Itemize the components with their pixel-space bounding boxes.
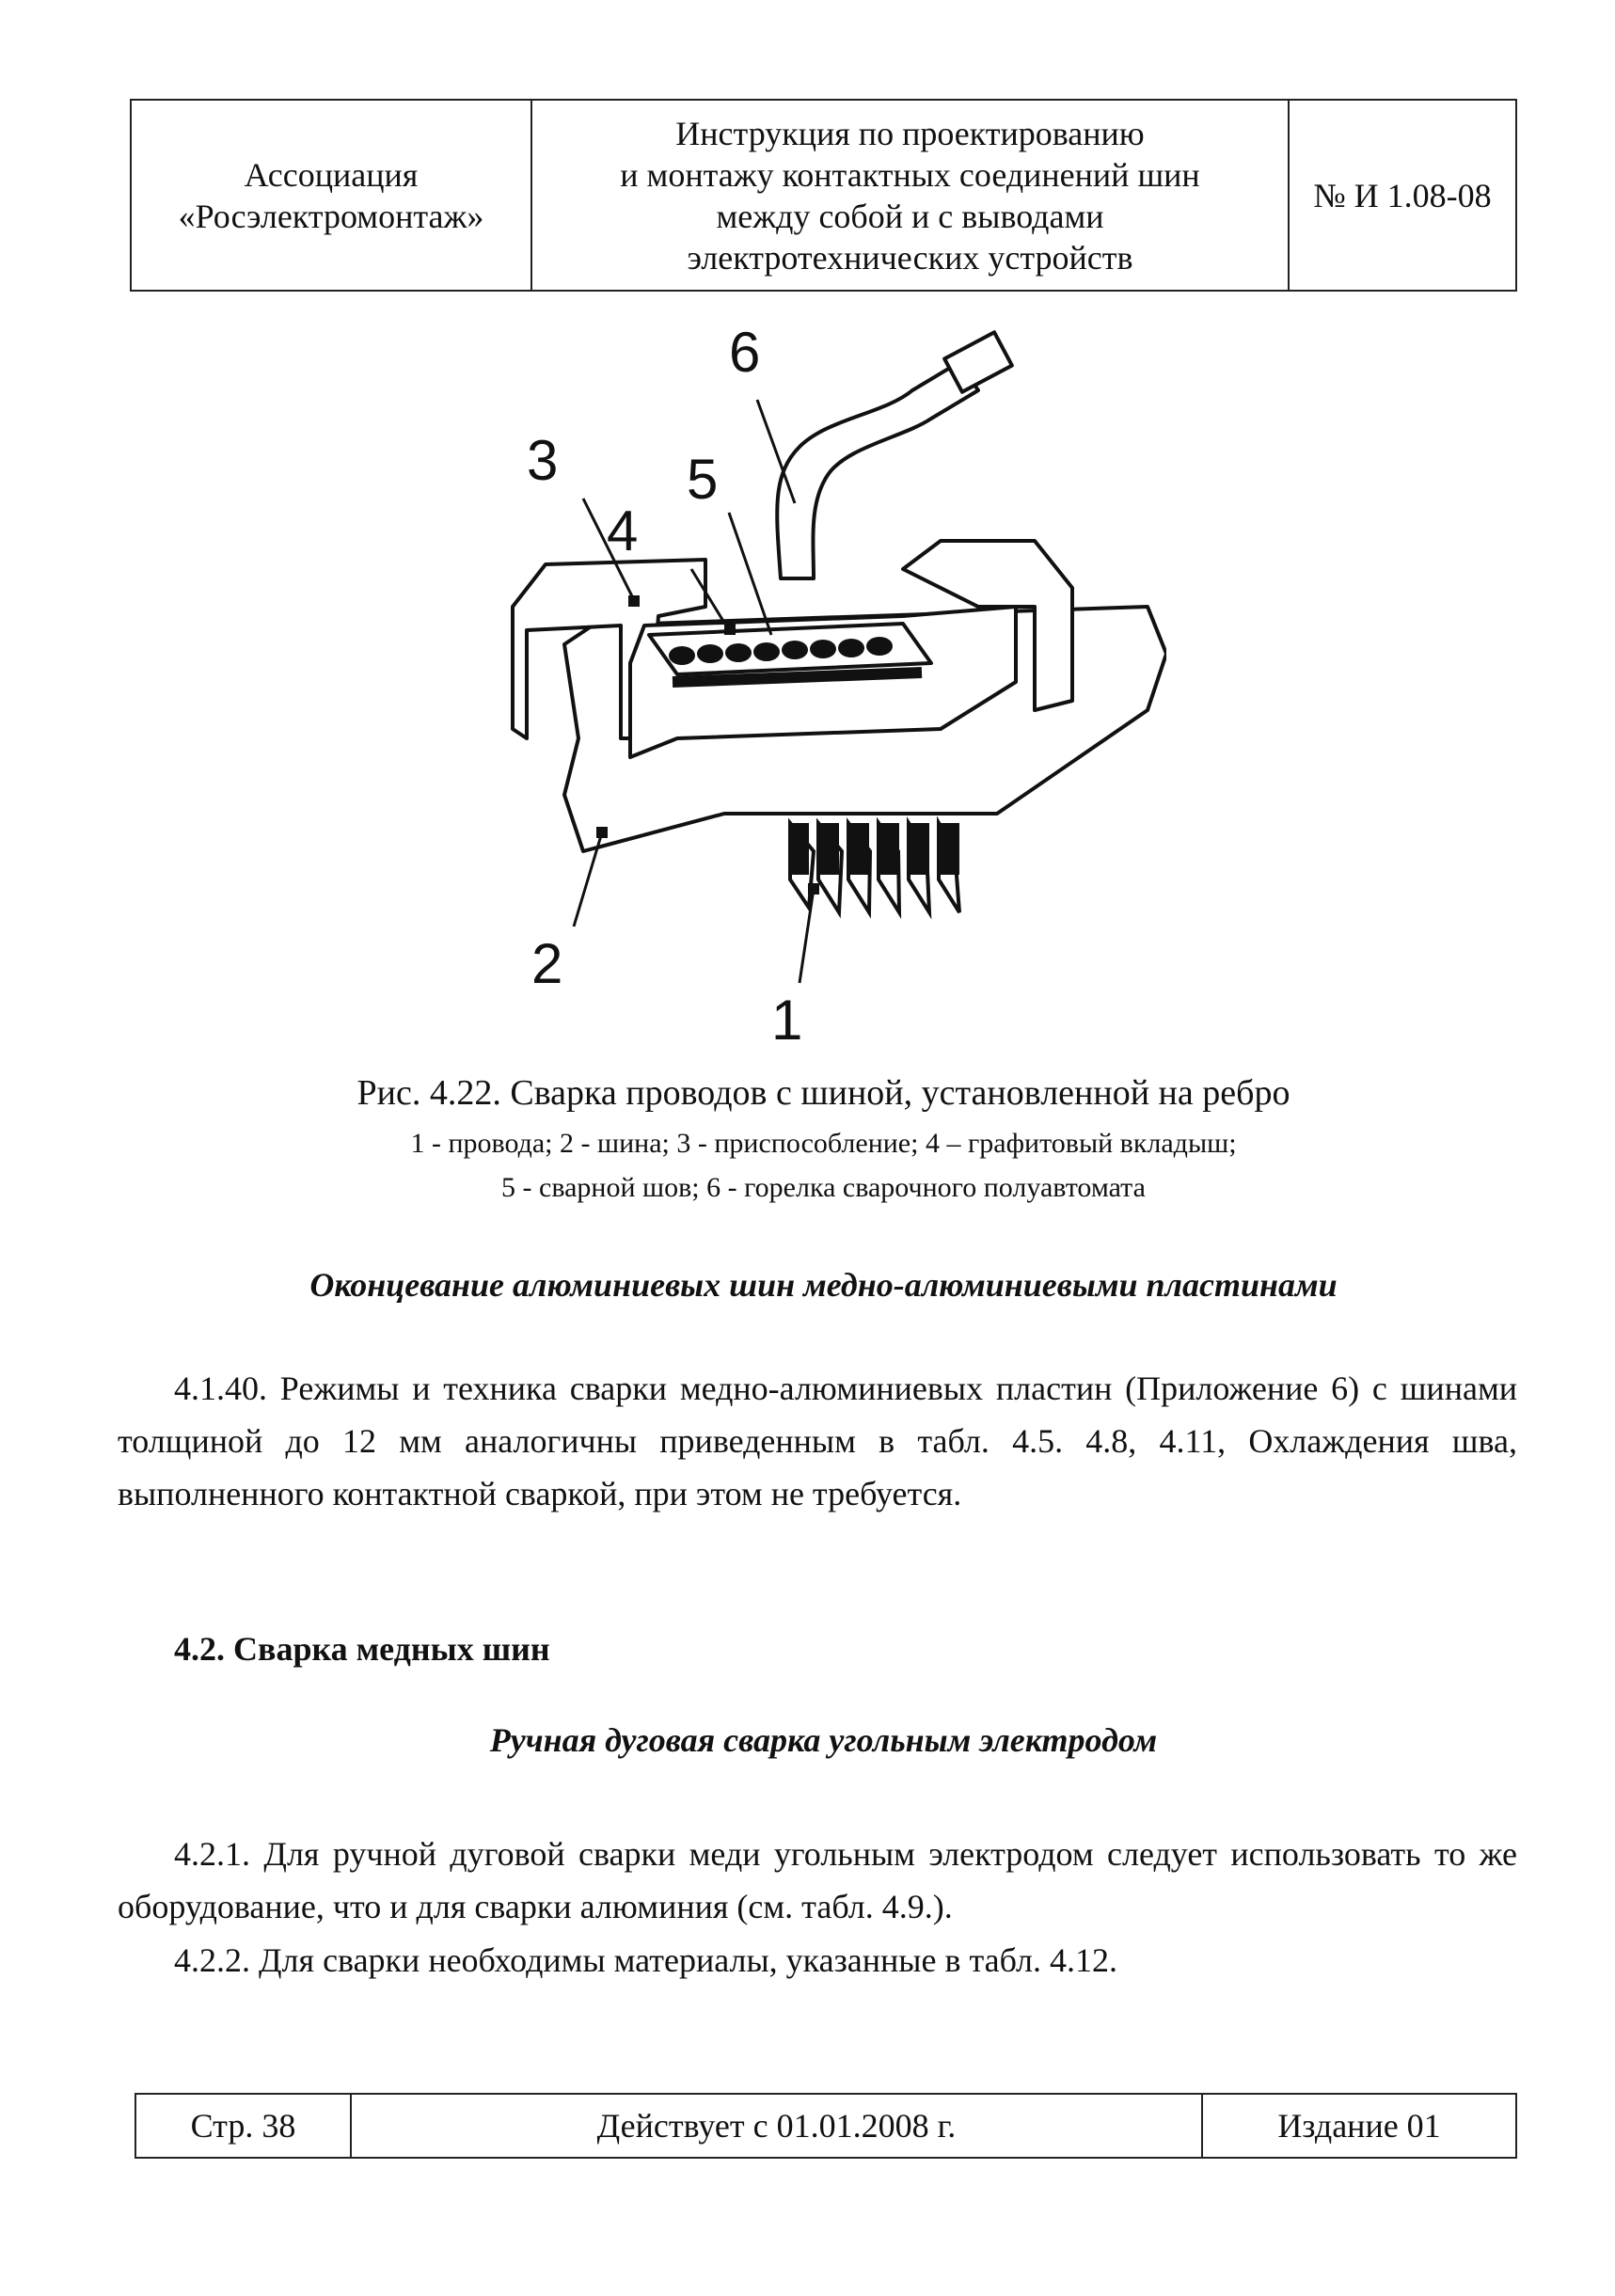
figure-4-22	[489, 325, 1166, 1068]
header-doc-number: № И 1.08-08	[1289, 100, 1516, 291]
footer-edition: Издание 01	[1202, 2094, 1516, 2158]
figure-caption: Рис. 4.22. Сварка проводов с шиной, установленной на ребро	[356, 1073, 1290, 1113]
callout-1: 1	[771, 989, 803, 1052]
footer-effective-date: Действует с 01.01.2008 г.	[351, 2094, 1202, 2158]
callout-5: 5	[687, 448, 719, 511]
org-line-2: «Росэлектромонтаж»	[178, 197, 484, 235]
header-table	[130, 99, 1517, 292]
callout-3: 3	[527, 429, 559, 492]
paragraph-4-1-40: 4.1.40. Режимы и техника сварки медно-алюминиевых пластин (Приложение 6) с шинами толщиной до 12 мм аналогичны приведенным в табл. 4.5. 4.8, 4.11, Охлаждения шва, выполненного контактной сваркой, при этом не требуется.	[118, 1370, 1517, 1512]
org-line-1: Ассоциация	[244, 155, 419, 194]
section-heading-4-2: 4.2. Сварка медных шин	[174, 1630, 550, 1668]
title-line-1: Инструкция по проектированию	[675, 114, 1145, 152]
callout-6: 6	[729, 325, 761, 384]
subheading-aluminium-termination: Оконцевание алюминиевых шин медно-алюминиевыми пластинами	[309, 1266, 1338, 1304]
callout-4: 4	[607, 499, 639, 562]
paragraph-4-2-1: 4.2.1. Для ручной дуговой сварки меди угольным электродом следует использовать то же оборудование, что и для сварки алюминия (см. табл. 4.9.).	[118, 1835, 1517, 1925]
figure-legend-line-1: 1 - провода; 2 - шина; 3 - приспособление; 4 – графитовый вкладыш;	[410, 1128, 1237, 1159]
welding-fixture-drawing	[489, 325, 1166, 1068]
title-line-3: между собой и с выводами	[716, 197, 1104, 235]
title-line-2: и монтажу контактных соединений шин	[620, 155, 1200, 194]
header-organization	[131, 100, 531, 291]
title-line-4: электротехнических устройств	[687, 238, 1133, 277]
wires-1	[790, 823, 959, 912]
figure-legend-line-2: 5 - сварной шов; 6 - горелка сварочного полуавтомата	[501, 1172, 1146, 1203]
callout-2: 2	[531, 932, 563, 995]
footer-table	[135, 2093, 1517, 2159]
header-document-title	[531, 100, 1289, 291]
footer-page-number: Стр. 38	[135, 2094, 351, 2158]
paragraph-4-2-2: 4.2.2. Для сварки необходимы материалы, указанные в табл. 4.12.	[174, 1941, 1118, 1979]
subheading-manual-arc-welding: Ручная дуговая сварка угольным электродом	[489, 1721, 1158, 1759]
